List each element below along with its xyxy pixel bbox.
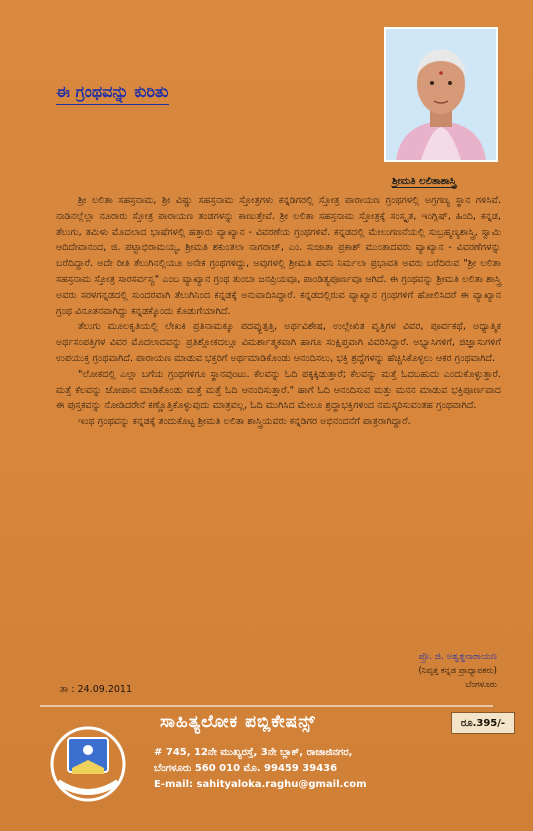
author-photo: [384, 27, 498, 162]
divider: [40, 705, 493, 707]
signature-role: (ನಿವೃತ್ತ ಕನ್ನಡ ಪ್ರಾಧ್ಯಾಪಕರು): [418, 666, 497, 676]
signature-name: ಪ್ರೊ. ಜಿ. ಅಶ್ವತ್ಥನಾರಾಯಣ: [418, 652, 497, 662]
address-line: # 745, 12ನೇ ಮುಖ್ಯರಸ್ತೆ, 3ನೇ ಬ್ಲಾಕ್, ರಾಜಾಜಿನಗರ,: [154, 747, 353, 758]
paragraph: ಶ್ರೀ ಲಲಿತಾ ಸಹಸ್ರನಾಮ, ಶ್ರೀ ವಿಷ್ಣು ಸಹಸ್ರನಾಮ ಸ್ತೋತ್ರಗಳು ಕನ್ನಡಿಗರಲ್ಲಿ ಸ್ತೋತ್ರ ಪಾರಾಯಣ ಗ್ರಂಥಗಳಲ್ಲಿ ಅಗ್ರಗಣ್ಯ ಸ್ಥಾನ ಗಳಿಸಿವೆ. ನಾಡಿನಲ್ಲೆಲ್ಲಾ ನೂರಾರು ಸ್ತೋತ್ರ ಪಾರಾಯಣ ತಂಡಗಳನ್ನು ಕಾಣುತ್ತೇವೆ. ಶ್ರೀ ಲಲಿತಾ ಸಹಸ್ರನಾಮ ಸ್ತೋತ್ರಕ್ಕೆ ಸಂಸ್ಕೃತ, ಇಂಗ್ಲಿಷ್, ಹಿಂದಿ, ಕನ್ನಡ, ತೆಲುಗು, ತಮಿಳು ಮೊದಲಾದ ಭಾಷೆಗಳಲ್ಲಿ ಹತ್ತಾರು ವ್ಯಾಖ್ಯಾನ - ವಿವರಣೆಯ ಗ್ರಂಥಗಳಿವೆ. ಕನ್ನಡದಲ್ಲಿ ಮೇಲುಗಣನೆಯಲ್ಲಿ ಸುಬ್ರಹ್ಮಣ್ಯಶಾಸ್ತ್ರಿ, ಸ್ವಾಮಿ ಆದಿದೇವಾನಂದ, ಜಿ. ಪಟ್ಟಾಭಿರಾಮಯ್ಯ, ಶ್ರೀಮತಿ ಶಕುಂತಲಾ ನಾಗರಾಜ್, ಎಂ. ಸುಜಾತಾ ಪ್ರಕಾಶ್ ಮುಂತಾದವರು ವ್ಯಾಖ್ಯಾನ - ವಿವರಣೆಗಳನ್ನು ಬರೆದಿದ್ದಾರೆ. ಅದೇ ರೀತಿ ತೆಲುಗಿನಲ್ಲಿಯೂ ಅನೇಕ ಗ್ರಂಥಗಳಿದ್ದು, ಅವುಗಳಲ್ಲಿ ಶ್ರೀಮತಿ ಪವನಿ ನಿರ್ಮಲಾ ಪ್ರಭಾವತಿ ಅವರು ಬರೆದಿರುವ "ಶ್ರೀ ಲಲಿತಾ ಸಹಸ್ರನಾಮ ಸ್ತೋತ್ರ ಸಾರಸರ್ವಸ್ವ" ಎಂಬ ವ್ಯಾಖ್ಯಾನ ಗ್ರಂಥ ತುಂಬಾ ಜನಪ್ರಿಯವೂ, ಪಾಂಡಿತ್ಯಪೂರ್ಣವೂ ಆಗಿದೆ. ಈ ಗ್ರಂಥವನ್ನು ಶ್ರೀಮತಿ ಲಲಿತಾ ಶಾಸ್ತ್ರಿ ಅವರು ಸರಳಗನ್ನಡದಲ್ಲಿ ಸುಂದರವಾಗಿ ತೆಲುಗಿನಿಂದ ಕನ್ನಡಕ್ಕೆ ಅನುವಾದಿಸಿದ್ದಾರೆ. ಕನ್ನಡದಲ್ಲಿರುವ ವ್ಯಾಖ್ಯಾನ ಗ್ರಂಥಗಳಿಗೆ ಹೋಲಿಸಿದರೆ ಈ ವ್ಯಾಖ್ಯಾನ ಗ್ರಂಥ ವಿನೂತನವಾಗಿದ್ದು ಕನ್ನಡಕ್ಕೊಂದು ಕೊಡುಗೆಯಾಗಿದೆ.: [56, 195, 501, 317]
signature-city: ಬೆಂಗಳೂರು: [465, 680, 497, 690]
about-text: [56, 193, 501, 430]
address-line: ಬೆಂಗಳೂರು 560 010 ಮೊ. 99459 39436: [154, 763, 338, 774]
email-text: E-mail: sahityaloka.raghu@gmail.com: [154, 779, 367, 790]
price-badge: ರೂ.395/-: [451, 712, 515, 734]
publisher-name: ಸಾಹಿತ್ಯಲೋಕ ಪಬ್ಲಿಕೇಷನ್ಸ್: [160, 712, 316, 732]
paragraph: ಇಂಥ ಗ್ರಂಥವನ್ನು ಕನ್ನಡಕ್ಕೆ ತಂದುಕೊಟ್ಟ ಶ್ರೀಮತಿ ಲಲಿತಾ ಶಾಸ್ತ್ರಿಯವರು ಕನ್ನಡಿಗರ ಅಭಿನಂದನೆಗೆ ಪಾತ್ರರಾಗಿದ್ದಾರೆ.: [78, 416, 411, 428]
signature-block: [418, 650, 497, 692]
page-title: ಈ ಗ್ರಂಥವನ್ನು ಕುರಿತು: [56, 82, 169, 105]
publisher-logo: [44, 722, 132, 804]
paragraph: ತೆಲುಗು ಮೂಲಕೃತಿಯಲ್ಲಿ ಲೇಖಕಿ ಪ್ರತಿನಾಮಕ್ಕೂ ಪದವ್ಯುತ್ಪತ್ತಿ, ಅರ್ಥವಿಶೇಷ, ಉಲ್ಲೇಖಿತ ವೃತ್ತಿಗಳ ವಿವರ, ಪೂರ್ವಕಥೆ, ಅಧ್ಯಾತ್ಮಿಕ ಅರ್ಥಸಂಪತ್ತಿಗಳ ವಿವರ ಮೊದಲಾದವನ್ನು ಪ್ರತಿಶ್ಲೋಕದಲ್ಲೂ ವಿಮರ್ಶಾತ್ಮಕವಾಗಿ ಹಾಗೂ ಸಂಕ್ಷಿಪ್ತವಾಗಿ ವಿವರಿಸಿದ್ದಾರೆ. ಅಭ್ಯಾಸಿಗಳಿಗೆ, ಜಿಜ್ಞಾಸುಗಳಿಗೆ ಉಪಯುಕ್ತ ಗ್ರಂಥವಾಗಿದೆ. ಪಾರಾಯಣ ಮಾಡುವ ಭಕ್ತರಿಗೆ ಅರ್ಥಮಾಡಿಕೊಂಡು ಆನಂದಿಸಲು, ಭಕ್ತಿ ಶ್ರದ್ಧೆಗಳನ್ನು ಹೆಚ್ಚಿಸಿಕೊಳ್ಳಲು ಆಕರ ಗ್ರಂಥವಾಗಿದೆ.: [56, 321, 501, 364]
publisher-address: [154, 745, 504, 793]
date-text: ತಾ : 24.09.2011: [60, 684, 133, 695]
paragraph: "ಲೋಕದಲ್ಲಿ ಎಲ್ಲಾ ಬಗೆಯ ಗ್ರಂಥಗಳಿಗೂ ಸ್ಥಾನವುಂಟು. ಕೆಲವನ್ನು ಓದಿ ಪಕ್ಕಕ್ಕಿಡುತ್ತಾರೆ; ಕೆಲವನ್ನು ಮತ್ತೆ ಓದಬಹುದು ಎಂದುಕೊಳ್ಳುತ್ತಾರೆ. ಮತ್ತೆ ಕೆಲವನ್ನು ಜೋಪಾನ ಮಾಡಿಕೊಂಡು ಮತ್ತೆ ಮತ್ತೆ ಓದಿ ಆನಂದಿಸುತ್ತಾರೆ." ಹಾಗೆ ಓದಿ ಆನಂದಿಸುವ ಮತ್ತು ಮನನ ಮಾಡುವ ಭಕ್ತಿಪೂರ್ಣವಾದ ಈ ಪುಸ್ತಕವನ್ನು ನೋಡಿದರೇನೆ ಕಣ್ಣೊತ್ತಿಕೊಳ್ಳುವುದು ಮಾತ್ರವಲ್ಲ, ಓದಿ ಮುಗಿಸಿದ ಮೇಲೂ ಶ್ರದ್ಧಾಭಕ್ತಿಗಳಿಂದ ನಮಸ್ಕರಿಸುವಂತಹ ಗ್ರಂಥವಾಗಿದೆ.: [56, 368, 501, 412]
photo-caption: ಶ್ರೀಮತಿ ಲಲಿತಾಶಾಸ್ತ್ರಿ: [392, 176, 457, 187]
